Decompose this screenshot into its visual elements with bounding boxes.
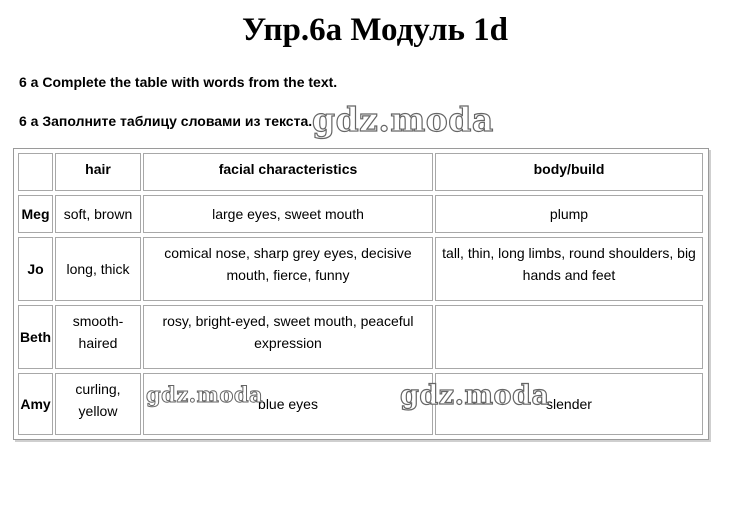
cell-beth-hair: smooth-haired xyxy=(55,305,141,369)
page-title: Упр.6а Модуль 1d xyxy=(241,12,509,48)
header-cell-empty xyxy=(18,153,53,191)
cell-meg-facial: large eyes, sweet mouth xyxy=(143,195,433,233)
cell-amy-body: slender xyxy=(435,373,703,435)
watermark-logo: gdz.moda xyxy=(400,380,550,411)
cell-beth-facial: rosy, bright-eyed, sweet mouth, peaceful expression xyxy=(143,305,433,369)
instruction-english: 6 a Complete the table with words from the text. xyxy=(19,74,338,90)
characters-table xyxy=(13,148,709,440)
row-name-amy: Amy xyxy=(18,373,53,435)
cell-amy-facial: blue eyes xyxy=(143,373,433,435)
cell-beth-body xyxy=(435,305,703,369)
cell-jo-hair: long, thick xyxy=(55,237,141,301)
header-cell-facial: facial characteristics xyxy=(143,153,433,191)
cell-meg-body: plump xyxy=(435,195,703,233)
cell-jo-facial: comical nose, sharp grey eyes, decisive mouth, fierce, funny xyxy=(143,237,433,301)
watermark-logo: gdz.moda xyxy=(146,382,264,407)
watermark-logo: gdz.moda xyxy=(312,100,494,139)
header-cell-body: body/build xyxy=(435,153,703,191)
header-cell-hair: hair xyxy=(55,153,141,191)
cell-jo-body: tall, thin, long limbs, round shoulders, big hands and feet xyxy=(435,237,703,301)
cell-amy-hair: curling, yellow xyxy=(55,373,141,435)
cell-meg-hair: soft, brown xyxy=(55,195,141,233)
instruction-russian: 6 а Заполните таблицу словами из текста. xyxy=(19,113,313,129)
row-name-jo: Jo xyxy=(18,237,53,301)
row-name-beth: Beth xyxy=(18,305,53,369)
row-name-meg: Meg xyxy=(18,195,53,233)
